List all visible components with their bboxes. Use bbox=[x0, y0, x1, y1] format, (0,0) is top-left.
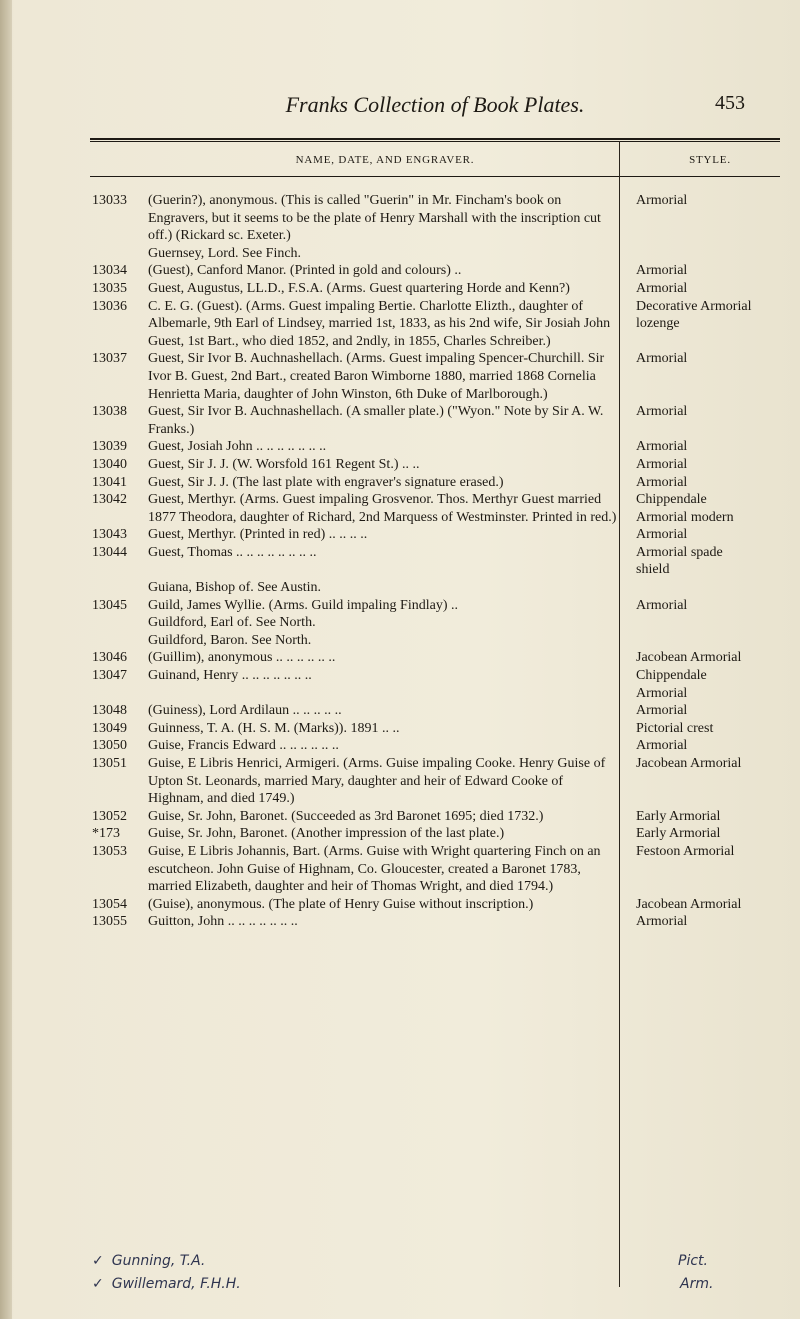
entry-style: Armorial bbox=[636, 527, 688, 543]
entry-style: Armorial bbox=[636, 351, 688, 367]
entry-description: (Guillim), anonymous .. .. .. .. .. .. bbox=[148, 650, 336, 666]
entry-style bbox=[636, 245, 756, 263]
entry-number bbox=[92, 632, 148, 650]
entry-description: (Guise), anonymous. (The plate of Henry Guise without inscription.) bbox=[148, 896, 534, 912]
entry-description: C. E. G. (Guest). (Arms. Guest impaling Bertie. Charlotte Elizth., daughter of Albemarle, 9th Earl of Lindsey, married 1st, 1833, as his 2nd wife, Sir Josiah John Guest, 1st Bart., who died 1852, and 2ndly, in 1855, Charles Schreiber.) bbox=[148, 298, 611, 349]
entry-description: Guest, Thomas .. .. .. .. .. .. .. .. bbox=[148, 544, 317, 560]
running-head bbox=[0, 92, 800, 122]
entry-style: Early Armorial bbox=[636, 826, 721, 842]
list-item bbox=[92, 649, 778, 667]
entry-description: Guise, Francis Edward .. .. .. .. .. .. bbox=[148, 738, 339, 754]
entry-description: Guild, James Wyllie. (Arms. Guild impaling Findlay) .. bbox=[148, 597, 458, 613]
entry-style: Armorial bbox=[636, 439, 688, 455]
entry-description: Guitton, John .. .. .. .. .. .. .. bbox=[148, 914, 298, 930]
entry-style: Jacobean Armorial bbox=[636, 756, 742, 771]
list-item bbox=[92, 280, 778, 298]
list-item bbox=[92, 667, 778, 702]
entry-number: 13041 bbox=[92, 474, 127, 490]
entry-number: 13034 bbox=[92, 263, 127, 279]
entry-number bbox=[92, 245, 148, 263]
entry-number: 13037 bbox=[92, 351, 127, 367]
list-item bbox=[92, 262, 778, 280]
list-item bbox=[92, 843, 778, 896]
entry-number: 13048 bbox=[92, 703, 127, 719]
list-item bbox=[92, 245, 778, 263]
handwritten-addition-2 bbox=[92, 1276, 241, 1292]
handwritten-name-2: Gwillemard, F.H.H. bbox=[111, 1276, 241, 1292]
entry-description: Guinand, Henry .. .. .. .. .. .. .. bbox=[148, 668, 312, 684]
entry-description: Guest, Josiah John .. .. .. .. .. .. .. bbox=[148, 439, 327, 455]
entry-style: Early Armorial bbox=[636, 808, 721, 824]
handwritten-style-1: Pict. bbox=[678, 1253, 708, 1269]
entry-style bbox=[636, 614, 756, 632]
entry-number: 13051 bbox=[92, 756, 127, 771]
entry-style: Pictorial crest bbox=[636, 720, 714, 736]
entry-description: Guise, E Libris Henrici, Armigeri. (Arms. Guise impaling Cooke. Henry Guise of Upton St. Leonards, married Mary, daughter and heir of Edward Cooke of Highnam, and died 1749.) bbox=[148, 756, 606, 807]
entry-style: Armorial bbox=[636, 703, 688, 719]
entry-number: 13033 bbox=[92, 193, 127, 208]
checkmark-icon: ✓ bbox=[92, 1276, 104, 1292]
list-item bbox=[92, 702, 778, 720]
list-item bbox=[92, 913, 778, 931]
entry-description: Guise, Sr. John, Baronet. (Another impression of the last plate.) bbox=[148, 826, 505, 842]
list-item bbox=[92, 438, 778, 456]
column-header-style: STYLE. bbox=[689, 154, 731, 166]
list-item bbox=[92, 544, 778, 579]
entry-description: Guinness, T. A. (H. S. M. (Marks)). 1891 .. .. bbox=[148, 720, 400, 736]
list-item bbox=[92, 579, 778, 597]
entry-number: 13050 bbox=[92, 738, 127, 754]
entry-style: Armorial bbox=[636, 597, 688, 613]
header-rule-thin bbox=[90, 141, 780, 142]
entry-description: Guest, Sir Ivor B. Auchnashellach. (A smaller plate.) ("Wyon." Note by Sir A. W. Franks.) bbox=[148, 404, 604, 437]
entry-style: Chippendale Armorial bbox=[636, 668, 707, 701]
header-rule bbox=[90, 138, 780, 140]
entry-style: Armorial spade shield bbox=[636, 544, 723, 578]
entry-number: 13035 bbox=[92, 280, 127, 296]
entry-number: 13053 bbox=[92, 843, 127, 859]
list-item bbox=[92, 192, 778, 245]
list-item bbox=[92, 491, 778, 526]
entry-number: 13043 bbox=[92, 527, 127, 543]
entry-number: 13039 bbox=[92, 439, 127, 455]
entry-description: Guiana, Bishop of. See Austin. bbox=[148, 580, 322, 596]
entry-description: Guest, Merthyr. (Printed in red) .. .. .. .. bbox=[148, 527, 368, 543]
entry-style bbox=[636, 579, 756, 597]
entry-description: Guest, Augustus, LL.D., F.S.A. (Arms. Guest quartering Horde and Kenn?) bbox=[148, 280, 570, 296]
list-item bbox=[92, 403, 778, 438]
entry-number: 13055 bbox=[92, 914, 127, 930]
entry-description: Guest, Sir J. J. (W. Worsfold 161 Regent St.) .. .. bbox=[148, 456, 420, 472]
entry-number: 13036 bbox=[92, 298, 127, 314]
list-item bbox=[92, 350, 778, 403]
entry-number: 13038 bbox=[92, 404, 127, 420]
checkmark-icon: ✓ bbox=[92, 1253, 104, 1269]
list-item bbox=[92, 720, 778, 738]
entry-number bbox=[92, 614, 148, 632]
list-item bbox=[92, 597, 778, 615]
entry-description: Guest, Sir Ivor B. Auchnashellach. (Arms. Guest impaling Spencer-Churchill. Sir Ivor B. Guest, 2nd Bart., created Baron Wimborne 1880, married 1868 Cornelia Henrietta Maria, daughter of John Winston, 6th Duke of Marlborough.) bbox=[148, 351, 605, 402]
entry-description: (Guest), Canford Manor. (Printed in gold and colours) .. bbox=[148, 263, 462, 279]
entry-number: 13052 bbox=[92, 808, 127, 824]
list-item bbox=[92, 896, 778, 914]
entry-number bbox=[92, 579, 148, 597]
list-item bbox=[92, 737, 778, 755]
entry-style: Armorial bbox=[636, 263, 688, 279]
page-gutter bbox=[0, 0, 12, 1319]
entry-description: (Guerin?), anonymous. (This is called "Guerin" in Mr. Fincham's book on Engravers, but it seems to be the plate of Henry Marshall with the inscription cut off.) (Rickard sc. Exeter.) bbox=[148, 193, 601, 244]
entry-number: 13047 bbox=[92, 668, 127, 684]
entry-description: Guest, Sir J. J. (The last plate with engraver's signature erased.) bbox=[148, 474, 504, 490]
running-title: Franks Collection of Book Plates. bbox=[285, 92, 585, 117]
entry-description: Guise, Sr. John, Baronet. (Succeeded as 3rd Baronet 1695; died 1732.) bbox=[148, 808, 544, 824]
list-item bbox=[92, 632, 778, 650]
entry-style: Armorial bbox=[636, 456, 688, 472]
column-header-name: NAME, DATE, AND ENGRAVER. bbox=[295, 154, 475, 166]
list-item bbox=[92, 474, 778, 492]
entry-style bbox=[636, 632, 756, 650]
entry-number: 13054 bbox=[92, 896, 127, 912]
entry-style: Armorial bbox=[636, 404, 688, 420]
entry-number: 13046 bbox=[92, 650, 127, 666]
entry-number: 13045 bbox=[92, 597, 127, 613]
list-item bbox=[92, 526, 778, 544]
list-item bbox=[92, 808, 778, 826]
entry-description: Guest, Merthyr. (Arms. Guest impaling Grosvenor. Thos. Merthyr Guest married 1877 Theodora, daughter of Richard, 2nd Marquess of Westminster. Printed in red.) bbox=[148, 492, 617, 525]
entry-number: 13044 bbox=[92, 544, 127, 560]
entry-number: 13040 bbox=[92, 456, 127, 472]
entry-description: Guernsey, Lord. See Finch. bbox=[148, 245, 302, 261]
list-item bbox=[92, 825, 778, 843]
entry-number: *173 bbox=[92, 826, 120, 842]
list-item bbox=[92, 614, 778, 632]
entry-style: Festoon Armorial bbox=[636, 843, 735, 859]
entries-list bbox=[92, 192, 778, 931]
handwritten-addition-1 bbox=[92, 1253, 205, 1269]
entry-number: 13049 bbox=[92, 720, 127, 736]
entry-style: Jacobean Armorial bbox=[636, 896, 742, 912]
entry-style: Armorial bbox=[636, 914, 688, 930]
entry-style: Armorial bbox=[636, 280, 688, 296]
entry-style: Decorative Armorial lozenge bbox=[636, 298, 752, 332]
entry-style: Armorial bbox=[636, 738, 688, 754]
column-header-rule bbox=[90, 176, 780, 177]
entry-style: Armorial bbox=[636, 193, 688, 208]
entry-style: Chippendale Armorial modern bbox=[636, 492, 734, 525]
handwritten-name-1: Gunning, T.A. bbox=[111, 1253, 206, 1269]
list-item bbox=[92, 298, 778, 351]
handwritten-style-2: Arm. bbox=[680, 1276, 714, 1292]
entry-style: Armorial bbox=[636, 474, 688, 490]
entry-style: Jacobean Armorial bbox=[636, 650, 742, 666]
list-item bbox=[92, 456, 778, 474]
entry-description: Guildford, Earl of. See North. bbox=[148, 615, 316, 631]
entry-description: Guildford, Baron. See North. bbox=[148, 632, 312, 648]
entry-description: (Guiness), Lord Ardilaun .. .. .. .. .. bbox=[148, 703, 342, 719]
entry-description: Guise, E Libris Johannis, Bart. (Arms. Guise with Wright quartering Finch on an escutcheon. John Guise of Highnam, Co. Gloucester, created a Baronet 1783, married Elizabeth, daughter and heir of Thomas Wright, and died 1794.) bbox=[148, 843, 601, 895]
entry-number: 13042 bbox=[92, 492, 127, 508]
page-number: 453 bbox=[715, 92, 745, 114]
list-item bbox=[92, 755, 778, 808]
